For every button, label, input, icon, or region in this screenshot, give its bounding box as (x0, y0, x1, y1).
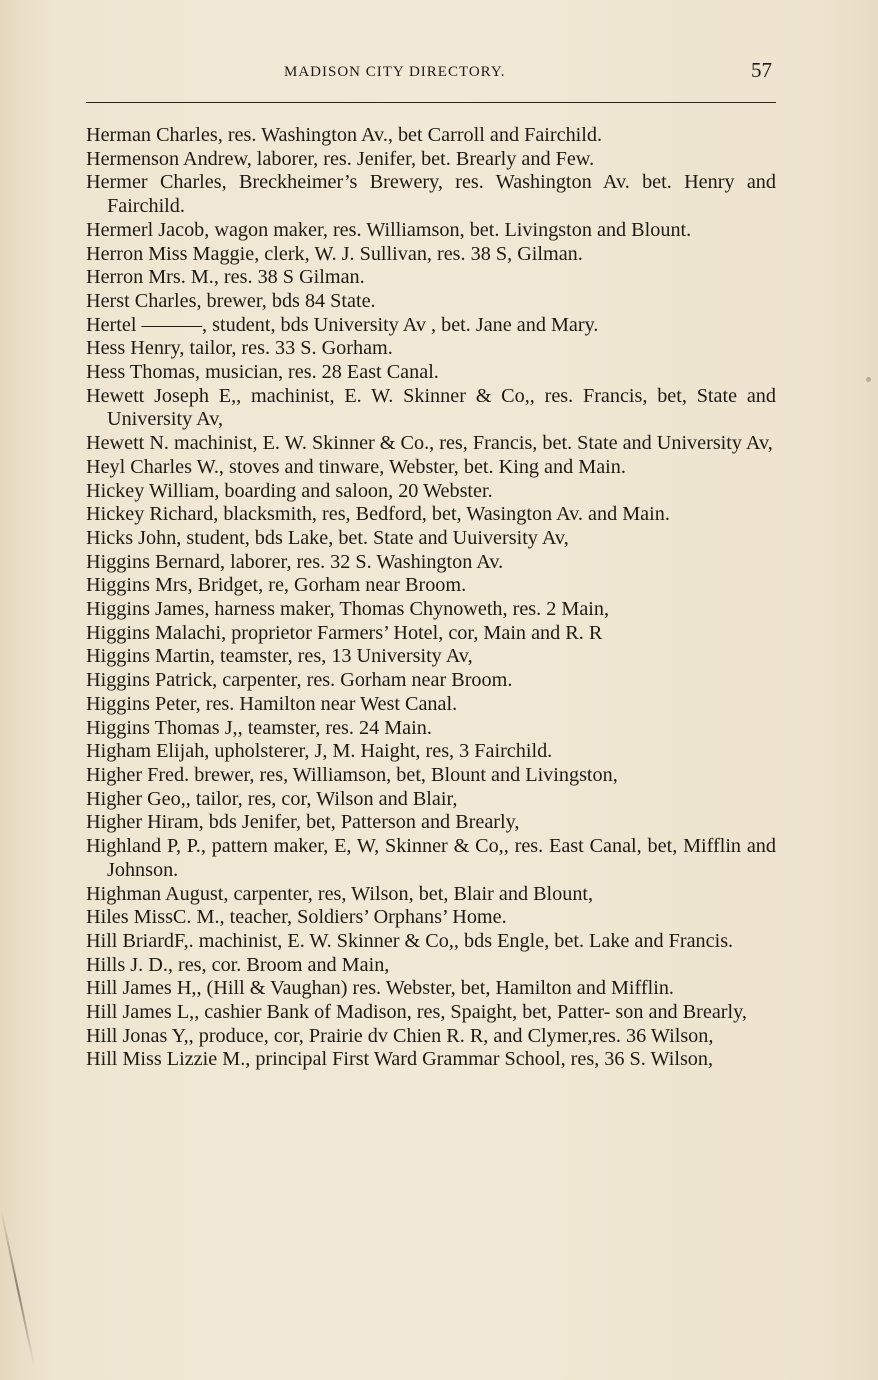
directory-entry: Hermenson Andrew, laborer, res. Jenifer, bet. Brearly and Few. (86, 147, 595, 170)
directory-entry: Higham Elijah, upholsterer, J, M. Haight, res, 3 Fairchild. (86, 740, 553, 763)
directory-entry: Hickey William, boarding and saloon, 20 Webster. (86, 479, 493, 502)
directory-entry: Higgins Malachi, proprietor Farmers’ Hotel, cor, Main and R. R (86, 621, 603, 644)
directory-entry: Higgins Peter, res. Hamilton near West Canal. (86, 692, 458, 715)
directory-entry: Herst Charles, brewer, bds 84 State. (86, 289, 376, 312)
directory-entry: Hermer Charles, Breckheimer’s Brewery, res. Washington Av. bet. Henry and Fairchild. (86, 171, 776, 218)
directory-entry: Hills J. D., res, cor. Broom and Main, (86, 953, 390, 976)
directory-entry: Hill James L,, cashier Bank of Madison, res, Spaight, bet, Patter- son and Brearly, (86, 1001, 747, 1024)
directory-entry: Highman August, carpenter, res, Wilson, bet, Blair and Blount, (86, 882, 594, 905)
directory-entry: Higgins Bernard, laborer, res. 32 S. Washington Av. (86, 550, 504, 573)
directory-entry: Higher Geo,, tailor, res, cor, Wilson and Blair, (86, 787, 458, 810)
directory-entry: Hermerl Jacob, wagon maker, res. Williamson, bet. Livingston and Blount. (86, 218, 692, 241)
directory-entry: Herron Miss Maggie, clerk, W. J. Sullivan, res. 38 S, Gilman. (86, 242, 583, 265)
directory-entry: Higher Hiram, bds Jenifer, bet, Patterson and Brearly, (86, 811, 520, 834)
directory-entry: Hewett Joseph E,, machinist, E. W. Skinner & Co,, res. Francis, bet, State and University Av, (86, 384, 776, 431)
header-rule (86, 102, 776, 103)
directory-entry: Higher Fred. brewer, res, Williamson, bet, Blount and Livingston, (86, 763, 618, 786)
directory-entry: Hill James H,, (Hill & Vaughan) res. Webster, bet, Hamilton and Mifflin. (86, 977, 674, 1000)
directory-entry: Herron Mrs. M., res. 38 S Gilman. (86, 266, 365, 289)
paper-speck (866, 377, 871, 382)
directory-entry: Hiles MissC. M., teacher, Soldiers’ Orphans’ Home. (86, 906, 507, 929)
directory-entry: Higgins Martin, teamster, res, 13 University Av, (86, 645, 473, 668)
directory-entry: Hewett N. machinist, E. W. Skinner & Co., res, Francis, bet. State and University Av, (86, 432, 773, 455)
directory-entry: Hill Jonas Y,, produce, cor, Prairie dv Chien R. R, and Clymer,res. 36 Wilson, (86, 1024, 714, 1047)
directory-entry: Heyl Charles W., stoves and tinware, Webster, bet. King and Main. (86, 455, 626, 478)
directory-entry: Hess Thomas, musician, res. 28 East Canal. (86, 361, 439, 384)
directory-entry: Hill BriardF,. machinist, E. W. Skinner & Co,, bds Engle, bet. Lake and Francis. (86, 929, 734, 952)
directory-entries (86, 124, 776, 1072)
directory-entry: Higgins Thomas J,, teamster, res. 24 Main. (86, 716, 432, 739)
directory-entry: Higgins Patrick, carpenter, res. Gorham near Broom. (86, 669, 513, 692)
directory-entry: Higgins Mrs, Bridget, re, Gorham near Broom. (86, 574, 467, 597)
directory-entry: Hickey Richard, blacksmith, res, Bedford, bet, Wasington Av. and Main. (86, 503, 670, 526)
directory-entry: Hess Henry, tailor, res. 33 S. Gorham. (86, 337, 393, 360)
directory-entry: Higgins James, harness maker, Thomas Chynoweth, res. 2 Main, (86, 598, 610, 621)
directory-entry: Hertel ———, student, bds University Av , bet. Jane and Mary. (86, 313, 599, 336)
directory-entry: Hicks John, student, bds Lake, bet. State and Uuiversity Av, (86, 526, 569, 549)
directory-entry: Herman Charles, res. Washington Av., bet Carroll and Fairchild. (86, 124, 603, 146)
page-number: 57 (751, 58, 772, 82)
directory-entry: Hill Miss Lizzie M., principal First Ward Grammar School, res, 36 S. Wilson, (86, 1048, 714, 1071)
page-header (86, 58, 776, 90)
paper-edge-mark (0, 1210, 35, 1367)
running-title: MADISON CITY DIRECTORY. (284, 64, 506, 80)
directory-entry: Highland P, P., pattern maker, E, W, Skinner & Co,, res. East Canal, bet, Mifflin and Johnson. (86, 835, 776, 881)
